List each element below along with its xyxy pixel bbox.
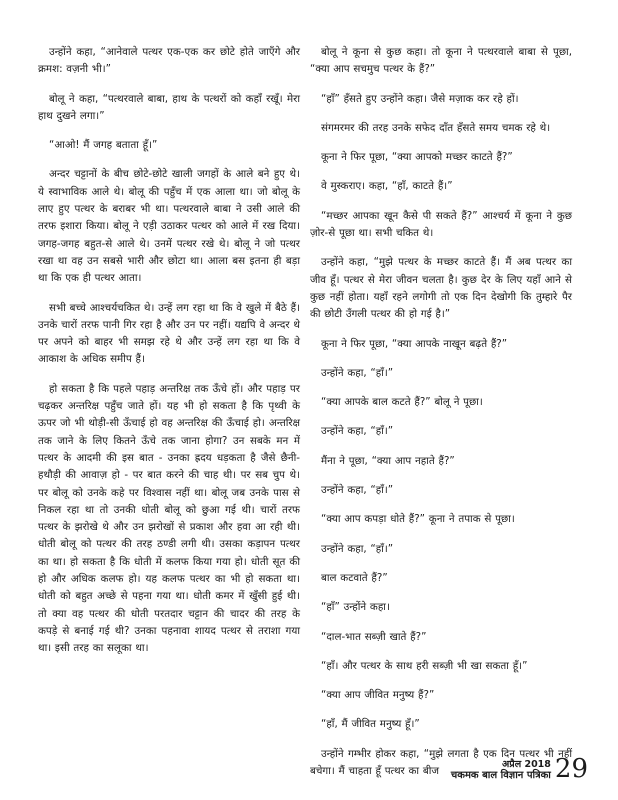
- page-footer: [451, 756, 588, 782]
- paragraph: वे मुस्कराए। कहा, “हाँ, काटते हैं।”: [321, 180, 453, 193]
- paragraph: बोलू ने कूना से कुछ कहा। तो कूना ने पत्थरवाले बाबा से पूछा, “क्या आप सचमुच पत्थर के हैं?”: [310, 46, 572, 76]
- paragraph: “दाल-भात सब्ज़ी खाते हैं?”: [321, 630, 427, 643]
- paragraph: बाल कटवाते हैं?”: [321, 571, 388, 584]
- paragraph: संगमरमर की तरह उनके सफेद दाँत हँसते समय चमक रहे थे।: [321, 121, 551, 134]
- issue-date: अप्रैल 2018: [502, 759, 551, 770]
- paragraph: उन्होंने कहा, “हाँ।”: [321, 425, 394, 438]
- paragraph: “हाँ” उन्होंने कहा।: [321, 601, 390, 614]
- paragraph: “हाँ। और पत्थर के साथ हरी सब्ज़ी भी खा सकता हूँ।”: [321, 659, 528, 672]
- paragraph: “हाँ, मैं जीवित मनुष्य हूँ।”: [321, 718, 420, 731]
- paragraph: “आओ! मैं जगह बताता हूँ।”: [49, 139, 158, 152]
- paragraph: उन्होंने कहा, “हाँ।”: [321, 542, 394, 555]
- paragraph: बोलू ने कहा, “पत्थरवाले बाबा, हाथ के पत्थरों को कहाँ रखूँ। मेरा हाथ दुखने लगा।”: [38, 92, 300, 122]
- paragraph: सभी बच्चे आश्चर्यचकित थे। उन्हें लग रहा था कि वे खुले में बैठे हैं। उनके चारों तरफ पानी गिर रहा है और उन पर नहीं। यद्यपि वे अन्दर थे पर अपने को बाहर भी समझ रहे थे और उन्हें लग रहा था कि वे आकाश के अधिक समीप हैं।: [38, 301, 300, 366]
- paragraph: “मच्छर आपका खून कैसे पी सकते हैं?” आश्चर्य में कूना ने कुछ ज़ोर-से पूछा था। सभी चकित थे।: [310, 209, 572, 240]
- paragraph: उन्होंने कहा, “हाँ।”: [321, 366, 394, 379]
- paragraph: “क्या आप कपड़ा धोते हैं?” कूना ने तपाक से पूछा।: [321, 513, 515, 526]
- paragraph: कूना ने फिर पूछा, “क्या आपको मच्छर काटते हैं?”: [321, 151, 513, 164]
- paragraph: कूना ने फिर पूछा, “क्या आपके नाखून बढ़ते हैं?”: [321, 337, 508, 350]
- page-number: 29: [554, 754, 588, 784]
- magazine-name: चकमक बाल विज्ञान पत्रिका: [450, 770, 551, 781]
- paragraph: उन्होंने कहा, “हाँ।”: [321, 484, 394, 497]
- footer-text: [451, 759, 551, 782]
- paragraph: मैंना ने पूछा, “क्या आप नहाते हैं?”: [321, 454, 455, 467]
- paragraph: उन्होंने कहा, “मुझे पत्थर के मच्छर काटते हैं। मैं अब पत्थर का जीव हूँ। पत्थर से मेरा जीवन चलता है। कुछ देर के लिए यहाँ आने से कुछ नहीं होता। यहाँ रहने लगोगी तो एक दिन देखोगी कि तुम्हारे पैर की छोटी उँगली पत्थर की हो गई है।”: [310, 256, 572, 321]
- paragraph: “हाँ” हँसते हुए उन्होंने कहा। जैसे मज़ाक कर रहे हों।: [321, 92, 519, 105]
- paragraph: “क्या आपके बाल कटते हैं?” बोलू ने पूछा।: [321, 396, 483, 409]
- paragraph: उन्होंने गम्भीर होकर कहा, “मुझे लगता है एक दिन पत्थर भी नहीं बचेगा। मैं चाहता हूँ पत्थर का बीज: [310, 747, 572, 778]
- left-column: [38, 44, 300, 670]
- paragraph: अन्दर चट्टानों के बीच छोटे-छोटे खाली जगहों के आले बने हुए थे। ये स्वाभाविक आले थे। बोलू की पहुँच में एक आला था। जो बोलू के लाए हुए पत्थर के बराबर भी था। पत्थरवाले बाबा ने उसी आले की तरफ इशारा किया। बोलू ने एड़ी उठाकर पत्थर को आले में रख दिया। जगह-जगह बहुत-से आले थे। उनमें पत्थर रखे थे। बोलू ने जो पत्थर रखा था वह उन सबसे भारी और छोटा था। आला बस इतना ही बड़ा था कि एक ही पत्थर आता।: [38, 168, 300, 285]
- paragraph: “क्या आप जीवित मनुष्य हैं?”: [321, 689, 435, 702]
- paragraph: उन्होंने कहा, “आनेवाले पत्थर एक-एक कर छोटे होते जाएँगे और क्रमश: वज़नी भी।”: [38, 46, 300, 76]
- paragraph: हो सकता है कि पहले पहाड़ अन्तरिक्ष तक ऊँचे हों। और पहाड़ पर चढ़कर अन्तरिक्ष पहुँच जाते हों। यह भी हो सकता है कि पृथ्वी के ऊपर जो भी थोड़ी-सी ऊँचाई हो वह अन्तरिक्ष की ऊँचाई हो। अन्तरिक्ष तक जाने के लिए कितने ऊँचे तक जाना होगा? उन सबके मन में पत्थर के आदमी की इस बात - उनका ह्रदय धड़कता है जैसे छैनी-हथौड़ी की आवाज़ हो - पर बात करने की चाह थी। पर सब चुप थे। पर बोलू को उनके कहे पर विश्वास नहीं था। बोलू जब उनके पास से निकल रहा था तो उनकी धोती बोलू को छुआ गई थी। चारों तरफ पत्थर के झरोखे थे और उन झरोखों से प्रकाश और हवा आ रही थी। धोती बोलू को पत्थर की तरह ठण्डी लगी थी। उसका कड़ापन पत्थर का था। हो सकता है कि धोती में कलफ किया गया हो। धोती सूत की हो और अधिक कलफ हो। यह कलफ पत्थर का भी हो सकता था। धोती को बहुत अच्छे से पहना गया था। धोती कमर में खुँसी हुई थी। तो क्या वह पत्थर की धोती परतदार चट्टान की चादर की तरह के कपड़े से बनाई गई थी? उनका पहनावा शायद पत्थर से तराशा गया था। इसी तरह का सलूका था।: [38, 382, 300, 655]
- right-column: [310, 44, 572, 780]
